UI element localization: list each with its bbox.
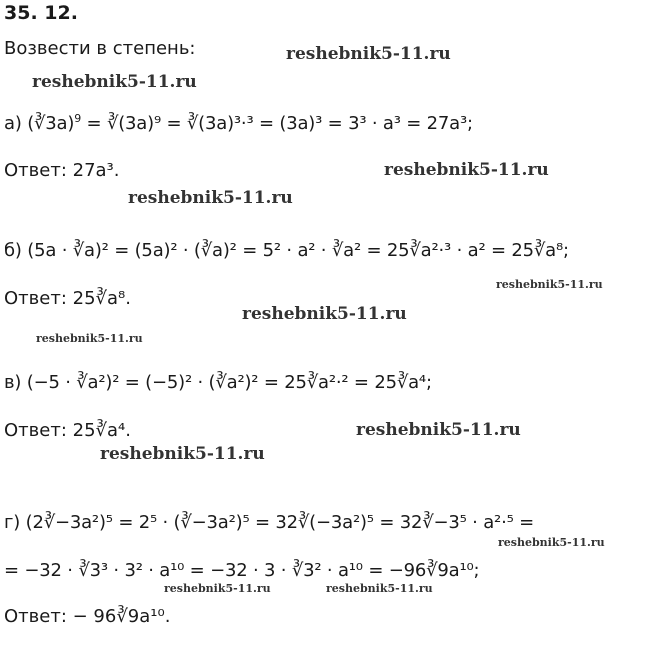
answer-value: 25∛a⁴.	[72, 420, 131, 441]
equation-b: б) (5a · ∛a)² = (5a)² · (∛a)² = 5² · a² · ∛a² = 25∛a²·³ · a² = 25∛a⁸;	[4, 240, 569, 261]
answer-label: Ответ:	[4, 420, 67, 441]
answer-value: 25∛a⁸.	[72, 288, 131, 309]
watermark: reshebnik5-11.ru	[32, 72, 197, 92]
watermark: reshebnik5-11.ru	[242, 304, 407, 324]
watermark: reshebnik5-11.ru	[128, 188, 293, 208]
answer-a	[4, 160, 120, 181]
watermark: reshebnik5-11.ru	[164, 582, 271, 595]
watermark: reshebnik5-11.ru	[326, 582, 433, 595]
equation-c: в) (−5 · ∛a²)² = (−5)² · (∛a²)² = 25∛a²·² = 25∛a⁴;	[4, 372, 432, 393]
equation-d-continuation: = −32 · ∛3³ · 3² · a¹⁰ = −32 · 3 · ∛3² · a¹⁰ = −96∛9a¹⁰;	[4, 560, 480, 581]
watermark: reshebnik5-11.ru	[36, 332, 143, 345]
item-label: в)	[4, 372, 22, 393]
watermark: reshebnik5-11.ru	[286, 44, 451, 64]
item-label: а)	[4, 113, 22, 134]
task-heading: Возвести в степень:	[4, 38, 196, 59]
page-title: 35. 12.	[4, 2, 78, 24]
watermark: reshebnik5-11.ru	[496, 278, 603, 291]
equation-d: г) (2∛−3a²)⁵ = 2⁵ · (∛−3a²)⁵ = 32∛(−3a²)⁵ = 32∛−3⁵ · a²·⁵ =	[4, 512, 535, 533]
answer-value: 27a³.	[72, 160, 120, 181]
equation-a: а) (∛3a)$^9$ = ∛(3a)⁹ = ∛(3a)³·³ = (3a)³ = 3³ · a³ = 27a³;	[4, 112, 473, 134]
item-label: б)	[4, 240, 22, 261]
answer-label: Ответ:	[4, 606, 67, 627]
item-label: г)	[4, 512, 21, 533]
answer-b	[4, 288, 131, 309]
watermark: reshebnik5-11.ru	[356, 420, 521, 440]
answer-value: − 96∛9a¹⁰.	[72, 606, 171, 627]
answer-label: Ответ:	[4, 288, 67, 309]
watermark: reshebnik5-11.ru	[100, 444, 265, 464]
answer-label: Ответ:	[4, 160, 67, 181]
answer-c	[4, 420, 131, 441]
watermark: reshebnik5-11.ru	[498, 536, 605, 549]
watermark: reshebnik5-11.ru	[384, 160, 549, 180]
answer-d	[4, 606, 170, 627]
